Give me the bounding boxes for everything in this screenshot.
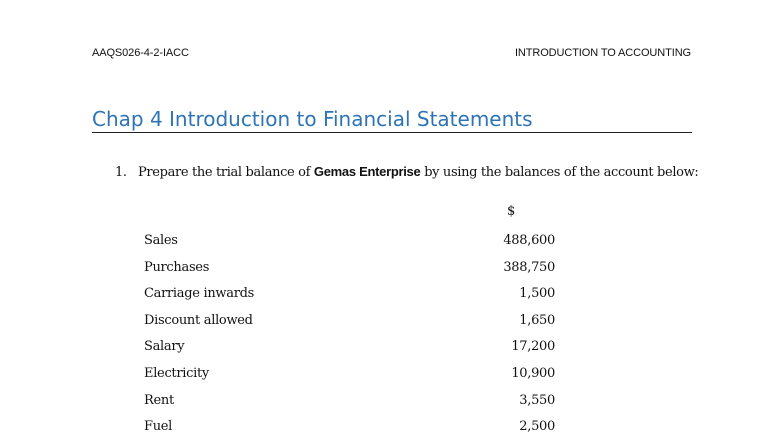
- account-name: Carriage inwards: [144, 286, 254, 302]
- account-amount: 1,500: [519, 286, 555, 302]
- question-number: 1.: [115, 165, 127, 180]
- account-name: Discount allowed: [144, 312, 253, 328]
- account-row: [144, 308, 555, 335]
- account-row: [144, 361, 555, 388]
- account-amount: 10,900: [511, 365, 555, 381]
- account-row: [144, 334, 555, 361]
- account-balances-list: [144, 228, 555, 441]
- title-underline: [92, 132, 692, 133]
- account-name: Rent: [144, 392, 174, 408]
- account-name: Purchases: [144, 259, 210, 275]
- header-course-code: AAQS026-4-2-IACC: [92, 47, 189, 59]
- account-amount: 388,750: [503, 259, 555, 275]
- account-row: [144, 414, 555, 441]
- account-amount: 3,550: [519, 392, 555, 408]
- question-text-after: by using the balances of the account below:: [420, 165, 699, 180]
- header-course-title: INTRODUCTION TO ACCOUNTING: [514, 47, 691, 59]
- chapter-title: Chap 4 Introduction to Financial Statements: [92, 107, 533, 131]
- account-amount: 488,600: [503, 233, 555, 248]
- account-name: Sales: [144, 233, 178, 248]
- account-amount: 1,650: [519, 312, 555, 328]
- account-row: [144, 388, 555, 415]
- account-name: Fuel: [144, 419, 173, 435]
- account-row: [144, 228, 555, 255]
- account-amount: 2,500: [519, 419, 555, 435]
- account-name: Salary: [144, 339, 185, 355]
- account-amount: 17,200: [511, 339, 555, 355]
- account-row: [144, 255, 555, 282]
- question-1: [115, 164, 698, 180]
- account-row: [144, 281, 555, 308]
- account-name: Electricity: [144, 365, 209, 381]
- question-text-before: Prepare the trial balance of: [138, 165, 314, 180]
- currency-column-header: $: [507, 204, 516, 219]
- company-name: Gemas Enterprise: [313, 164, 421, 179]
